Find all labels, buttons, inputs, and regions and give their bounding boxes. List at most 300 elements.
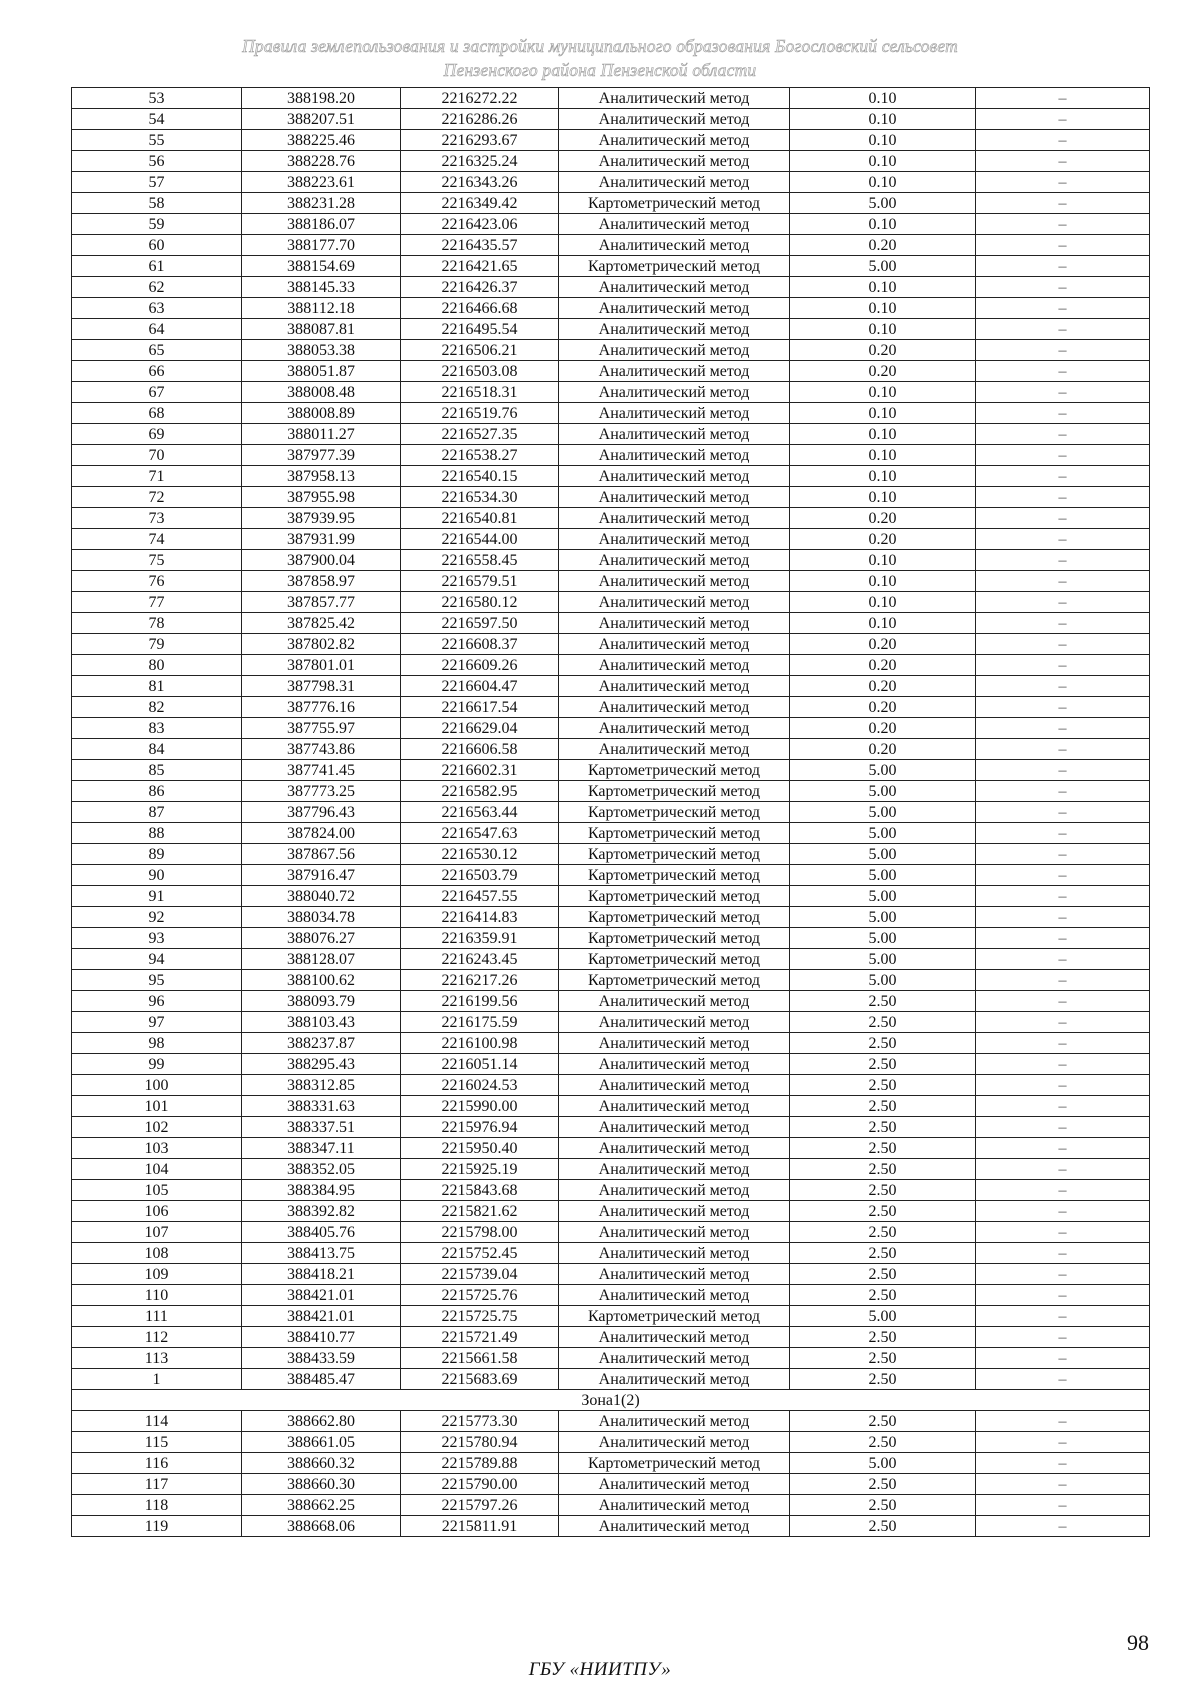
x-coordinate-cell: 388154.69 bbox=[242, 256, 401, 277]
point-number-cell: 106 bbox=[72, 1201, 242, 1222]
table-row bbox=[72, 571, 1150, 592]
point-number-cell: 70 bbox=[72, 445, 242, 466]
method-cell: Аналитический метод bbox=[559, 571, 790, 592]
x-coordinate-cell: 388040.72 bbox=[242, 886, 401, 907]
x-coordinate-cell: 387798.31 bbox=[242, 676, 401, 697]
precision-cell: 0.20 bbox=[790, 697, 976, 718]
note-cell: – bbox=[976, 424, 1150, 445]
method-cell: Аналитический метод bbox=[559, 172, 790, 193]
note-cell: – bbox=[976, 1327, 1150, 1348]
x-coordinate-cell: 388053.38 bbox=[242, 340, 401, 361]
x-coordinate-cell: 388228.76 bbox=[242, 151, 401, 172]
precision-cell: 5.00 bbox=[790, 760, 976, 781]
y-coordinate-cell: 2216518.31 bbox=[401, 382, 559, 403]
point-number-cell: 75 bbox=[72, 550, 242, 571]
x-coordinate-cell: 388668.06 bbox=[242, 1516, 401, 1537]
y-coordinate-cell: 2215739.04 bbox=[401, 1264, 559, 1285]
note-cell: – bbox=[976, 907, 1150, 928]
y-coordinate-cell: 2216414.83 bbox=[401, 907, 559, 928]
y-coordinate-cell: 2216426.37 bbox=[401, 277, 559, 298]
precision-cell: 2.50 bbox=[790, 1327, 976, 1348]
point-number-cell: 87 bbox=[72, 802, 242, 823]
method-cell: Аналитический метод bbox=[559, 550, 790, 571]
y-coordinate-cell: 2216609.26 bbox=[401, 655, 559, 676]
point-number-cell: 118 bbox=[72, 1495, 242, 1516]
x-coordinate-cell: 387773.25 bbox=[242, 781, 401, 802]
coordinates-table-body bbox=[72, 88, 1150, 1537]
method-cell: Аналитический метод bbox=[559, 1495, 790, 1516]
y-coordinate-cell: 2216558.45 bbox=[401, 550, 559, 571]
precision-cell: 0.20 bbox=[790, 361, 976, 382]
x-coordinate-cell: 388413.75 bbox=[242, 1243, 401, 1264]
precision-cell: 0.20 bbox=[790, 508, 976, 529]
note-cell: – bbox=[976, 1222, 1150, 1243]
y-coordinate-cell: 2216519.76 bbox=[401, 403, 559, 424]
point-number-cell: 96 bbox=[72, 991, 242, 1012]
point-number-cell: 88 bbox=[72, 823, 242, 844]
table-row bbox=[72, 319, 1150, 340]
header-line-1: Правила землепользования и застройки муниципального образования Богословский сельсовет bbox=[242, 36, 958, 56]
table-row bbox=[72, 1285, 1150, 1306]
method-cell: Аналитический метод bbox=[559, 1369, 790, 1390]
precision-cell: 0.10 bbox=[790, 550, 976, 571]
precision-cell: 5.00 bbox=[790, 907, 976, 928]
precision-cell: 0.10 bbox=[790, 592, 976, 613]
precision-cell: 5.00 bbox=[790, 970, 976, 991]
x-coordinate-cell: 388076.27 bbox=[242, 928, 401, 949]
point-number-cell: 86 bbox=[72, 781, 242, 802]
point-number-cell: 119 bbox=[72, 1516, 242, 1537]
table-row bbox=[72, 844, 1150, 865]
y-coordinate-cell: 2215821.62 bbox=[401, 1201, 559, 1222]
y-coordinate-cell: 2216604.47 bbox=[401, 676, 559, 697]
method-cell: Картометрический метод bbox=[559, 760, 790, 781]
method-cell: Картометрический метод bbox=[559, 802, 790, 823]
y-coordinate-cell: 2216530.12 bbox=[401, 844, 559, 865]
y-coordinate-cell: 2216421.65 bbox=[401, 256, 559, 277]
table-row bbox=[72, 1117, 1150, 1138]
table-row bbox=[72, 214, 1150, 235]
method-cell: Аналитический метод bbox=[559, 1411, 790, 1432]
y-coordinate-cell: 2215789.88 bbox=[401, 1453, 559, 1474]
method-cell: Картометрический метод bbox=[559, 886, 790, 907]
precision-cell: 0.20 bbox=[790, 235, 976, 256]
point-number-cell: 94 bbox=[72, 949, 242, 970]
x-coordinate-cell: 388093.79 bbox=[242, 991, 401, 1012]
y-coordinate-cell: 2215950.40 bbox=[401, 1138, 559, 1159]
note-cell: – bbox=[976, 823, 1150, 844]
point-number-cell: 72 bbox=[72, 487, 242, 508]
x-coordinate-cell: 388145.33 bbox=[242, 277, 401, 298]
method-cell: Аналитический метод bbox=[559, 1117, 790, 1138]
method-cell: Картометрический метод bbox=[559, 823, 790, 844]
precision-cell: 0.10 bbox=[790, 298, 976, 319]
y-coordinate-cell: 2216175.59 bbox=[401, 1012, 559, 1033]
x-coordinate-cell: 387955.98 bbox=[242, 487, 401, 508]
y-coordinate-cell: 2216457.55 bbox=[401, 886, 559, 907]
table-row bbox=[72, 949, 1150, 970]
table-row bbox=[72, 1264, 1150, 1285]
y-coordinate-cell: 2216540.15 bbox=[401, 466, 559, 487]
x-coordinate-cell: 388421.01 bbox=[242, 1285, 401, 1306]
point-number-cell: 100 bbox=[72, 1075, 242, 1096]
table-row bbox=[72, 886, 1150, 907]
table-row bbox=[72, 1495, 1150, 1516]
precision-cell: 2.50 bbox=[790, 1117, 976, 1138]
x-coordinate-cell: 388660.32 bbox=[242, 1453, 401, 1474]
note-cell: – bbox=[976, 1159, 1150, 1180]
point-number-cell: 101 bbox=[72, 1096, 242, 1117]
note-cell: – bbox=[976, 1201, 1150, 1222]
note-cell: – bbox=[976, 1180, 1150, 1201]
precision-cell: 0.10 bbox=[790, 214, 976, 235]
y-coordinate-cell: 2216547.63 bbox=[401, 823, 559, 844]
table-row bbox=[72, 592, 1150, 613]
y-coordinate-cell: 2216293.67 bbox=[401, 130, 559, 151]
precision-cell: 5.00 bbox=[790, 844, 976, 865]
x-coordinate-cell: 388051.87 bbox=[242, 361, 401, 382]
y-coordinate-cell: 2216495.54 bbox=[401, 319, 559, 340]
method-cell: Аналитический метод bbox=[559, 1516, 790, 1537]
y-coordinate-cell: 2215683.69 bbox=[401, 1369, 559, 1390]
method-cell: Аналитический метод bbox=[559, 1432, 790, 1453]
x-coordinate-cell: 388384.95 bbox=[242, 1180, 401, 1201]
table-row bbox=[72, 1159, 1150, 1180]
precision-cell: 2.50 bbox=[790, 1495, 976, 1516]
table-row bbox=[72, 1222, 1150, 1243]
x-coordinate-cell: 388352.05 bbox=[242, 1159, 401, 1180]
x-coordinate-cell: 388008.89 bbox=[242, 403, 401, 424]
method-cell: Аналитический метод bbox=[559, 508, 790, 529]
precision-cell: 0.10 bbox=[790, 445, 976, 466]
table-row bbox=[72, 235, 1150, 256]
note-cell: – bbox=[976, 277, 1150, 298]
method-cell: Аналитический метод bbox=[559, 718, 790, 739]
note-cell: – bbox=[976, 865, 1150, 886]
precision-cell: 0.10 bbox=[790, 88, 976, 109]
method-cell: Аналитический метод bbox=[559, 697, 790, 718]
point-number-cell: 102 bbox=[72, 1117, 242, 1138]
x-coordinate-cell: 388237.87 bbox=[242, 1033, 401, 1054]
method-cell: Аналитический метод bbox=[559, 529, 790, 550]
header-line-2: Пензенского района Пензенской области bbox=[443, 60, 757, 80]
point-number-cell: 107 bbox=[72, 1222, 242, 1243]
note-cell: – bbox=[976, 1474, 1150, 1495]
y-coordinate-cell: 2215811.91 bbox=[401, 1516, 559, 1537]
x-coordinate-cell: 387958.13 bbox=[242, 466, 401, 487]
precision-cell: 0.20 bbox=[790, 340, 976, 361]
page-number: 98 bbox=[1127, 1630, 1149, 1655]
point-number-cell: 93 bbox=[72, 928, 242, 949]
note-cell: – bbox=[976, 151, 1150, 172]
x-coordinate-cell: 387900.04 bbox=[242, 550, 401, 571]
point-number-cell: 68 bbox=[72, 403, 242, 424]
point-number-cell: 98 bbox=[72, 1033, 242, 1054]
note-cell: – bbox=[976, 739, 1150, 760]
note-cell: – bbox=[976, 844, 1150, 865]
note-cell: – bbox=[976, 214, 1150, 235]
table-row bbox=[72, 193, 1150, 214]
table-row bbox=[72, 1516, 1150, 1537]
table-row bbox=[72, 1306, 1150, 1327]
x-coordinate-cell: 388295.43 bbox=[242, 1054, 401, 1075]
x-coordinate-cell: 387825.42 bbox=[242, 613, 401, 634]
x-coordinate-cell: 388128.07 bbox=[242, 949, 401, 970]
note-cell: – bbox=[976, 634, 1150, 655]
point-number-cell: 73 bbox=[72, 508, 242, 529]
point-number-cell: 85 bbox=[72, 760, 242, 781]
method-cell: Аналитический метод bbox=[559, 151, 790, 172]
precision-cell: 2.50 bbox=[790, 1474, 976, 1495]
note-cell: – bbox=[976, 571, 1150, 592]
precision-cell: 2.50 bbox=[790, 1096, 976, 1117]
note-cell: – bbox=[976, 949, 1150, 970]
x-coordinate-cell: 387977.39 bbox=[242, 445, 401, 466]
y-coordinate-cell: 2216272.22 bbox=[401, 88, 559, 109]
note-cell: – bbox=[976, 928, 1150, 949]
point-number-cell: 113 bbox=[72, 1348, 242, 1369]
y-coordinate-cell: 2215797.26 bbox=[401, 1495, 559, 1516]
table-row bbox=[72, 781, 1150, 802]
page-footer: ГБУ «НИИТПУ» bbox=[528, 1659, 672, 1680]
note-cell: – bbox=[976, 1012, 1150, 1033]
page-header bbox=[0, 34, 1200, 82]
precision-cell: 0.10 bbox=[790, 382, 976, 403]
method-cell: Картометрический метод bbox=[559, 970, 790, 991]
note-cell: – bbox=[976, 109, 1150, 130]
method-cell: Картометрический метод bbox=[559, 844, 790, 865]
method-cell: Картометрический метод bbox=[559, 949, 790, 970]
x-coordinate-cell: 388410.77 bbox=[242, 1327, 401, 1348]
point-number-cell: 67 bbox=[72, 382, 242, 403]
table-row bbox=[72, 991, 1150, 1012]
point-number-cell: 115 bbox=[72, 1432, 242, 1453]
note-cell: – bbox=[976, 1117, 1150, 1138]
x-coordinate-cell: 387857.77 bbox=[242, 592, 401, 613]
table-row bbox=[72, 739, 1150, 760]
note-cell: – bbox=[976, 1411, 1150, 1432]
precision-cell: 0.10 bbox=[790, 403, 976, 424]
x-coordinate-cell: 388223.61 bbox=[242, 172, 401, 193]
precision-cell: 0.10 bbox=[790, 172, 976, 193]
method-cell: Аналитический метод bbox=[559, 592, 790, 613]
table-row bbox=[72, 466, 1150, 487]
y-coordinate-cell: 2216503.08 bbox=[401, 361, 559, 382]
method-cell: Аналитический метод bbox=[559, 109, 790, 130]
table-row bbox=[72, 1369, 1150, 1390]
note-cell: – bbox=[976, 1054, 1150, 1075]
method-cell: Аналитический метод bbox=[559, 235, 790, 256]
note-cell: – bbox=[976, 403, 1150, 424]
note-cell: – bbox=[976, 1243, 1150, 1264]
method-cell: Аналитический метод bbox=[559, 424, 790, 445]
table-row bbox=[72, 823, 1150, 844]
method-cell: Аналитический метод bbox=[559, 88, 790, 109]
method-cell: Картометрический метод bbox=[559, 907, 790, 928]
table-row bbox=[72, 487, 1150, 508]
zone-label: Зона1(2) bbox=[72, 1390, 1150, 1411]
point-number-cell: 108 bbox=[72, 1243, 242, 1264]
precision-cell: 0.10 bbox=[790, 130, 976, 151]
precision-cell: 5.00 bbox=[790, 781, 976, 802]
y-coordinate-cell: 2216606.58 bbox=[401, 739, 559, 760]
method-cell: Аналитический метод bbox=[559, 340, 790, 361]
table-row bbox=[72, 403, 1150, 424]
coordinates-table bbox=[71, 87, 1150, 1537]
x-coordinate-cell: 388337.51 bbox=[242, 1117, 401, 1138]
note-cell: – bbox=[976, 655, 1150, 676]
precision-cell: 2.50 bbox=[790, 1159, 976, 1180]
x-coordinate-cell: 388100.62 bbox=[242, 970, 401, 991]
point-number-cell: 90 bbox=[72, 865, 242, 886]
x-coordinate-cell: 387776.16 bbox=[242, 697, 401, 718]
note-cell: – bbox=[976, 508, 1150, 529]
point-number-cell: 53 bbox=[72, 88, 242, 109]
y-coordinate-cell: 2215798.00 bbox=[401, 1222, 559, 1243]
precision-cell: 2.50 bbox=[790, 1222, 976, 1243]
table-row bbox=[72, 865, 1150, 886]
x-coordinate-cell: 387916.47 bbox=[242, 865, 401, 886]
note-cell: – bbox=[976, 1516, 1150, 1537]
y-coordinate-cell: 2216024.53 bbox=[401, 1075, 559, 1096]
x-coordinate-cell: 388347.11 bbox=[242, 1138, 401, 1159]
note-cell: – bbox=[976, 1096, 1150, 1117]
note-cell: – bbox=[976, 1453, 1150, 1474]
y-coordinate-cell: 2216608.37 bbox=[401, 634, 559, 655]
table-row bbox=[72, 613, 1150, 634]
table-row bbox=[72, 1012, 1150, 1033]
point-number-cell: 109 bbox=[72, 1264, 242, 1285]
point-number-cell: 81 bbox=[72, 676, 242, 697]
x-coordinate-cell: 388312.85 bbox=[242, 1075, 401, 1096]
x-coordinate-cell: 388112.18 bbox=[242, 298, 401, 319]
point-number-cell: 91 bbox=[72, 886, 242, 907]
table-row bbox=[72, 1033, 1150, 1054]
y-coordinate-cell: 2215721.49 bbox=[401, 1327, 559, 1348]
point-number-cell: 89 bbox=[72, 844, 242, 865]
y-coordinate-cell: 2216325.24 bbox=[401, 151, 559, 172]
table-row bbox=[72, 1243, 1150, 1264]
y-coordinate-cell: 2216527.35 bbox=[401, 424, 559, 445]
method-cell: Аналитический метод bbox=[559, 1264, 790, 1285]
table-row bbox=[72, 550, 1150, 571]
note-cell: – bbox=[976, 697, 1150, 718]
y-coordinate-cell: 2215725.76 bbox=[401, 1285, 559, 1306]
table-row bbox=[72, 718, 1150, 739]
point-number-cell: 59 bbox=[72, 214, 242, 235]
precision-cell: 5.00 bbox=[790, 256, 976, 277]
note-cell: – bbox=[976, 676, 1150, 697]
precision-cell: 5.00 bbox=[790, 928, 976, 949]
precision-cell: 0.10 bbox=[790, 277, 976, 298]
note-cell: – bbox=[976, 298, 1150, 319]
point-number-cell: 82 bbox=[72, 697, 242, 718]
table-row bbox=[72, 928, 1150, 949]
point-number-cell: 114 bbox=[72, 1411, 242, 1432]
x-coordinate-cell: 388198.20 bbox=[242, 88, 401, 109]
table-row bbox=[72, 256, 1150, 277]
method-cell: Аналитический метод bbox=[559, 1075, 790, 1096]
precision-cell: 0.10 bbox=[790, 109, 976, 130]
point-number-cell: 95 bbox=[72, 970, 242, 991]
x-coordinate-cell: 387743.86 bbox=[242, 739, 401, 760]
note-cell: – bbox=[976, 466, 1150, 487]
note-cell: – bbox=[976, 1138, 1150, 1159]
point-number-cell: 74 bbox=[72, 529, 242, 550]
precision-cell: 2.50 bbox=[790, 1138, 976, 1159]
y-coordinate-cell: 2215752.45 bbox=[401, 1243, 559, 1264]
table-row bbox=[72, 1180, 1150, 1201]
note-cell: – bbox=[976, 760, 1150, 781]
note-cell: – bbox=[976, 1495, 1150, 1516]
point-number-cell: 62 bbox=[72, 277, 242, 298]
x-coordinate-cell: 388207.51 bbox=[242, 109, 401, 130]
y-coordinate-cell: 2216286.26 bbox=[401, 109, 559, 130]
point-number-cell: 60 bbox=[72, 235, 242, 256]
note-cell: – bbox=[976, 172, 1150, 193]
note-cell: – bbox=[976, 256, 1150, 277]
point-number-cell: 79 bbox=[72, 634, 242, 655]
note-cell: – bbox=[976, 1348, 1150, 1369]
table-row bbox=[72, 1096, 1150, 1117]
point-number-cell: 84 bbox=[72, 739, 242, 760]
y-coordinate-cell: 2216343.26 bbox=[401, 172, 559, 193]
precision-cell: 5.00 bbox=[790, 865, 976, 886]
precision-cell: 0.10 bbox=[790, 424, 976, 445]
y-coordinate-cell: 2216563.44 bbox=[401, 802, 559, 823]
table-row bbox=[72, 1474, 1150, 1495]
precision-cell: 0.20 bbox=[790, 655, 976, 676]
method-cell: Аналитический метод bbox=[559, 1474, 790, 1495]
x-coordinate-cell: 388433.59 bbox=[242, 1348, 401, 1369]
y-coordinate-cell: 2216466.68 bbox=[401, 298, 559, 319]
method-cell: Аналитический метод bbox=[559, 319, 790, 340]
method-cell: Аналитический метод bbox=[559, 1138, 790, 1159]
y-coordinate-cell: 2216580.12 bbox=[401, 592, 559, 613]
x-coordinate-cell: 387741.45 bbox=[242, 760, 401, 781]
method-cell: Аналитический метод bbox=[559, 739, 790, 760]
x-coordinate-cell: 388485.47 bbox=[242, 1369, 401, 1390]
x-coordinate-cell: 388034.78 bbox=[242, 907, 401, 928]
x-coordinate-cell: 388008.48 bbox=[242, 382, 401, 403]
x-coordinate-cell: 387858.97 bbox=[242, 571, 401, 592]
y-coordinate-cell: 2216435.57 bbox=[401, 235, 559, 256]
point-number-cell: 80 bbox=[72, 655, 242, 676]
note-cell: – bbox=[976, 529, 1150, 550]
note-cell: – bbox=[976, 88, 1150, 109]
y-coordinate-cell: 2216540.81 bbox=[401, 508, 559, 529]
method-cell: Аналитический метод bbox=[559, 655, 790, 676]
precision-cell: 2.50 bbox=[790, 1012, 976, 1033]
point-number-cell: 92 bbox=[72, 907, 242, 928]
table-row bbox=[72, 508, 1150, 529]
note-cell: – bbox=[976, 550, 1150, 571]
method-cell: Картометрический метод bbox=[559, 865, 790, 886]
note-cell: – bbox=[976, 802, 1150, 823]
precision-cell: 5.00 bbox=[790, 1453, 976, 1474]
method-cell: Картометрический метод bbox=[559, 193, 790, 214]
method-cell: Аналитический метод bbox=[559, 1054, 790, 1075]
table-row bbox=[72, 109, 1150, 130]
method-cell: Аналитический метод bbox=[559, 991, 790, 1012]
table-row bbox=[72, 1432, 1150, 1453]
point-number-cell: 77 bbox=[72, 592, 242, 613]
y-coordinate-cell: 2216579.51 bbox=[401, 571, 559, 592]
table-row bbox=[72, 760, 1150, 781]
precision-cell: 2.50 bbox=[790, 1348, 976, 1369]
method-cell: Аналитический метод bbox=[559, 1180, 790, 1201]
precision-cell: 0.10 bbox=[790, 466, 976, 487]
